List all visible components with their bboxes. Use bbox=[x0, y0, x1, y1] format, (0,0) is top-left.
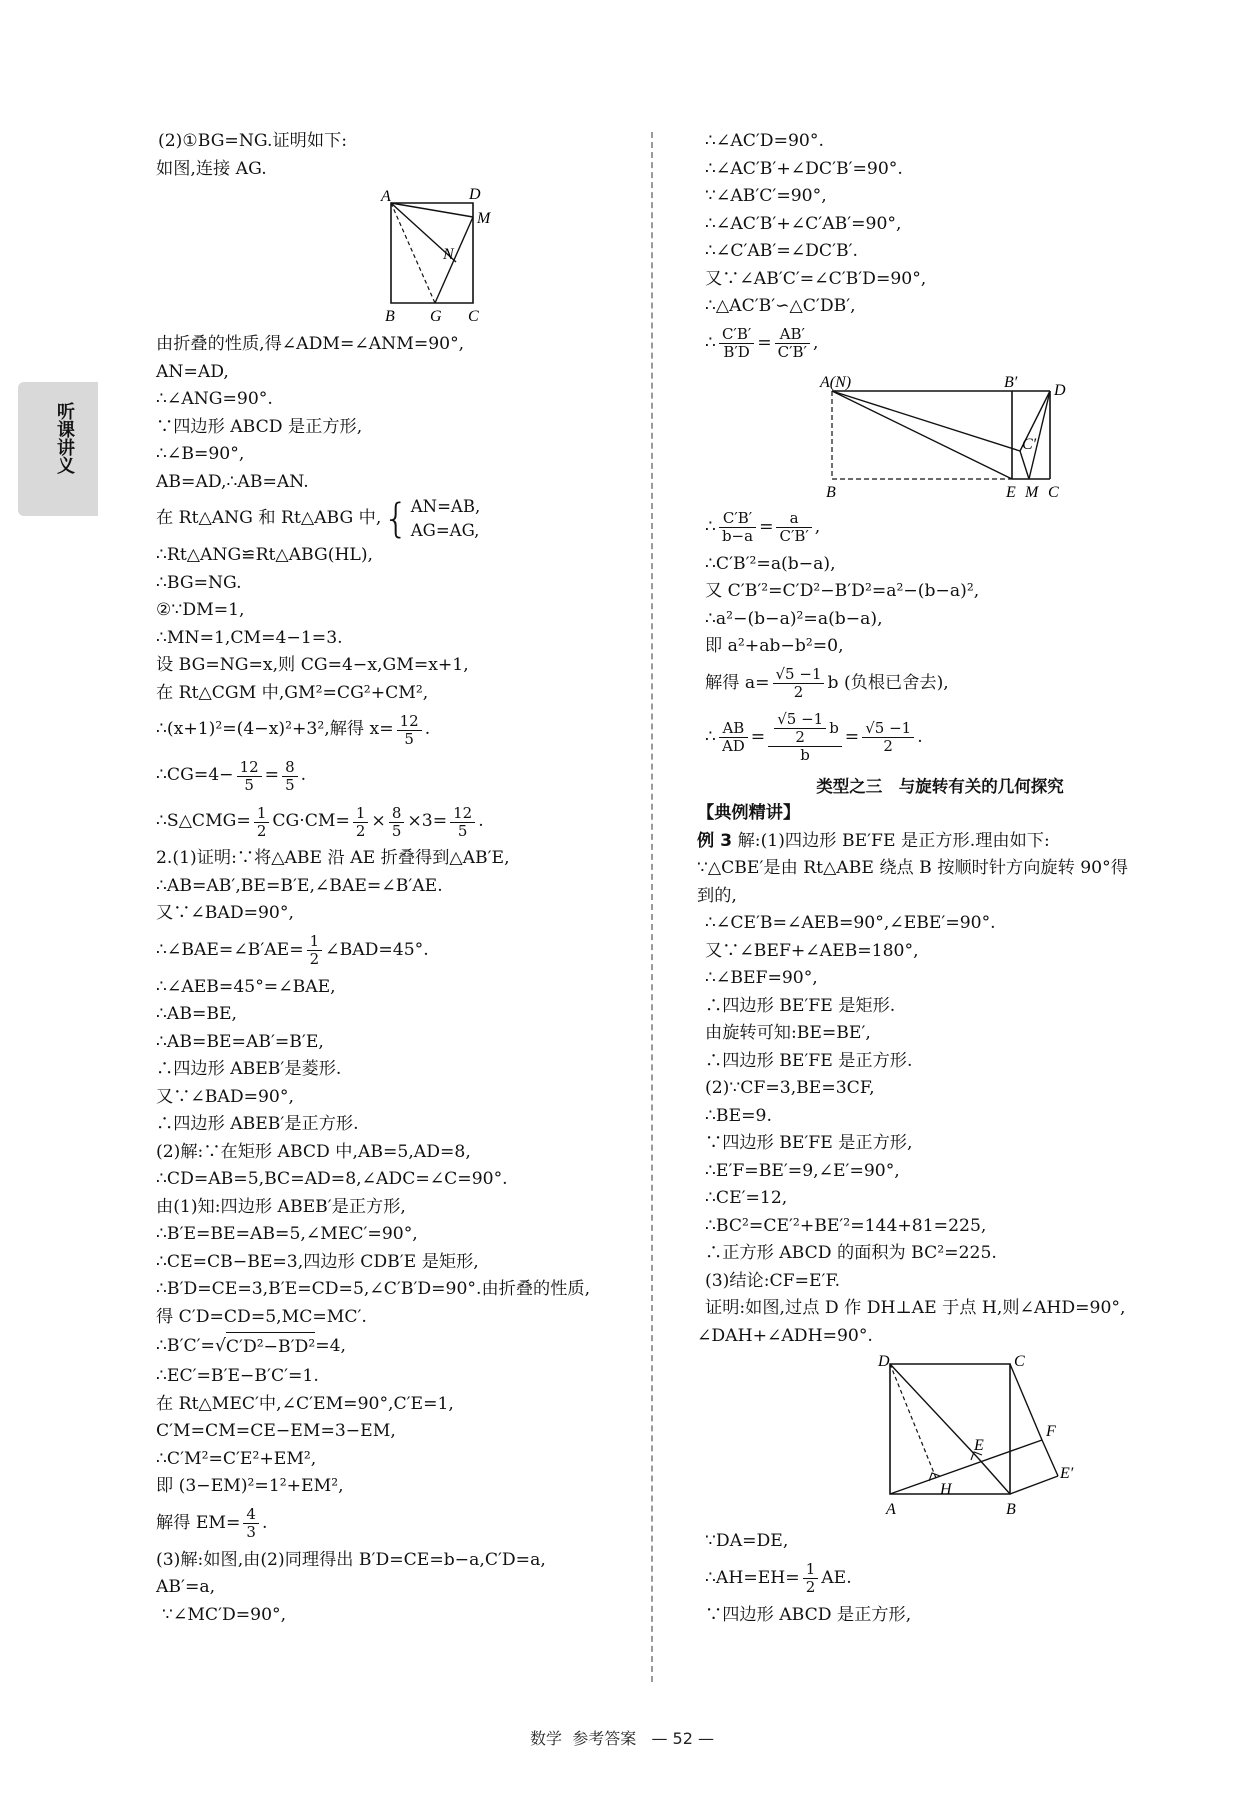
right-line: ∴a²−(b−a)²=a(b−a), bbox=[705, 608, 883, 629]
label-bp: B′ bbox=[1004, 373, 1018, 391]
right-text: . bbox=[917, 726, 923, 747]
fraction bbox=[254, 805, 270, 840]
numerator: 12 bbox=[450, 805, 475, 823]
right-line: ∴∠BEF=90°, bbox=[705, 968, 818, 988]
right-line: ∴四边形 BE′FE 是矩形. bbox=[705, 995, 896, 1016]
fraction bbox=[776, 510, 811, 545]
denominator: 3 bbox=[246, 1523, 256, 1541]
left-line: ∴EC′=B′E−B′C′=1. bbox=[156, 1366, 319, 1386]
left-line: ∴AB=AB′,BE=B′E,∠BAE=∠B′AE. bbox=[156, 875, 443, 896]
denominator: b−a bbox=[721, 527, 754, 545]
segment-fep bbox=[1042, 1440, 1058, 1476]
right-line: 又∵∠BEF+∠AEB=180°, bbox=[705, 940, 919, 961]
left-root-line bbox=[156, 1331, 626, 1363]
right-line: ∴BE=9. bbox=[705, 1105, 772, 1126]
fraction bbox=[719, 510, 756, 545]
left-text: × bbox=[371, 811, 386, 832]
denominator: 5 bbox=[404, 729, 414, 748]
right-line: (2)∵CF=3,BE=3CF, bbox=[705, 1078, 875, 1098]
right-line: 即 a²+ab−b²=0, bbox=[705, 636, 844, 656]
left-line: ∴Rt△ANG≌Rt△ABG(HL), bbox=[156, 545, 374, 565]
compound-fraction bbox=[768, 711, 842, 764]
numerator: C′B′ bbox=[719, 510, 756, 528]
example-tag: 【典例精讲】 bbox=[697, 803, 801, 823]
numerator: AB′ bbox=[775, 326, 810, 344]
left-text: ∠BAD=45°. bbox=[325, 939, 429, 960]
label-m: M bbox=[1025, 483, 1039, 501]
right-text: = bbox=[759, 516, 774, 537]
right-fraction-line bbox=[705, 505, 1175, 551]
denominator: C′B′ bbox=[777, 343, 807, 361]
rectangle-fold-figure bbox=[790, 371, 1090, 501]
brace: { bbox=[383, 496, 409, 542]
segment-dh bbox=[890, 1364, 936, 1478]
right-fraction-line bbox=[705, 1556, 1175, 1602]
label-n: N bbox=[443, 246, 454, 263]
label-d: D bbox=[878, 1354, 890, 1370]
fraction bbox=[862, 720, 914, 755]
left-line: AB=AD,∴AB=AN. bbox=[156, 471, 309, 492]
left-line: (2)解:∵在矩形 ABCD 中,AB=5,AD=8, bbox=[156, 1141, 471, 1162]
segment-ae bbox=[832, 391, 1012, 479]
left-line: 得 C′D=CD=5,MC=MC′. bbox=[156, 1306, 367, 1327]
left-line: ∴四边形 ABEB′是正方形. bbox=[156, 1114, 359, 1134]
label-e: E bbox=[1006, 483, 1016, 501]
label-a: A bbox=[381, 188, 391, 205]
right-line: ∴C′B′²=a(b−a), bbox=[705, 553, 836, 574]
fraction bbox=[773, 666, 825, 701]
left-line: ∴CD=AB=5,BC=AD=8,∠ADC=∠C=90°. bbox=[156, 1169, 508, 1189]
denominator: 2 bbox=[793, 683, 804, 701]
left-line: 2.(1)证明:∵将△ABE 沿 AE 折叠得到△AB′E, bbox=[156, 848, 510, 868]
footer-label: 参考答案 bbox=[572, 1729, 637, 1748]
left-line: ∴C′M²=C′E²+EM², bbox=[156, 1448, 317, 1469]
right-text: = bbox=[844, 726, 860, 747]
right-text: 解:(1)四边形 BE′FE 是正方形.理由如下: bbox=[737, 830, 1050, 851]
left-line: (2)①BG=NG.证明如下: bbox=[158, 131, 347, 151]
numerator: 12 bbox=[237, 759, 262, 777]
left-text: ∴S△CMG= bbox=[156, 811, 251, 832]
numerator: AB bbox=[719, 720, 748, 738]
fraction bbox=[719, 720, 748, 755]
left-line: 在 Rt△MEC′中,∠C′EM=90°,C′E=1, bbox=[156, 1393, 454, 1414]
right-line: ∴∠AC′D=90°. bbox=[705, 131, 824, 151]
denominator: 2 bbox=[883, 737, 893, 755]
right-text: = bbox=[757, 332, 772, 353]
page-number: — 52 — bbox=[651, 1729, 714, 1748]
fraction bbox=[282, 759, 298, 794]
equation-system bbox=[411, 495, 480, 543]
left-text: =4, bbox=[315, 1336, 347, 1357]
right-line: ∴四边形 BE′FE 是正方形. bbox=[705, 1050, 913, 1071]
right-line: ∵四边形 ABCD 是正方形, bbox=[705, 1604, 912, 1625]
page-footer bbox=[530, 1726, 714, 1749]
left-text: . bbox=[424, 719, 431, 740]
left-line: 设 BG=NG=x,则 CG=4−x,GM=x+1, bbox=[156, 655, 469, 675]
numerator: 4 bbox=[243, 1506, 259, 1524]
right-text: 解得 a= bbox=[705, 672, 770, 693]
right-line: ∵△CBE′是由 Rt△ABE 绕点 B 按顺时针方向旋转 90°得 bbox=[697, 858, 1128, 878]
right-text: ∴ bbox=[705, 726, 716, 747]
left-fraction-line bbox=[156, 928, 626, 974]
right-line: 又 C′B′²=C′D²−B′D²=a²−(b−a)², bbox=[705, 581, 980, 601]
fraction bbox=[389, 805, 405, 840]
left-line: AB′=a, bbox=[156, 1577, 216, 1597]
right-text: b bbox=[829, 719, 839, 737]
denominator: b bbox=[800, 746, 810, 764]
right-line: ∴正方形 ABCD 的面积为 BC²=225. bbox=[705, 1243, 997, 1263]
left-line: 又∵∠BAD=90°, bbox=[156, 903, 294, 923]
denominator: 2 bbox=[256, 821, 267, 840]
left-text: ∴∠BAE=∠B′AE= bbox=[156, 939, 304, 960]
label-c: C bbox=[1014, 1354, 1025, 1370]
radical-sign: √ bbox=[214, 1336, 226, 1357]
numerator: a bbox=[776, 510, 811, 528]
numerator: √5 −1 bbox=[862, 720, 914, 738]
label-d: D bbox=[1054, 381, 1066, 399]
fraction bbox=[243, 1506, 259, 1541]
segment-dm bbox=[1029, 391, 1050, 479]
fraction bbox=[719, 326, 754, 361]
right-fraction-line bbox=[705, 707, 1175, 769]
numerator: 8 bbox=[389, 805, 405, 823]
numerator: 1 bbox=[254, 805, 270, 823]
fraction bbox=[397, 713, 422, 748]
denominator: 5 bbox=[285, 775, 295, 794]
segment-bep bbox=[1010, 1476, 1058, 1494]
left-fraction-line bbox=[156, 753, 626, 799]
numerator: 1 bbox=[803, 1561, 819, 1579]
left-line: ∴∠B=90°, bbox=[156, 444, 245, 464]
right-line: ∴∠AC′B′+∠C′AB′=90°, bbox=[705, 213, 902, 234]
denominator: 5 bbox=[244, 775, 254, 794]
system-row: AN=AB, bbox=[410, 497, 481, 516]
left-fraction-line bbox=[156, 707, 626, 753]
left-text: = bbox=[264, 765, 280, 786]
left-line: ∵四边形 ABCD 是正方形, bbox=[156, 416, 363, 437]
right-text: = bbox=[750, 726, 766, 747]
left-line: ∵∠MC′D=90°, bbox=[162, 1604, 287, 1625]
square-fold-figure bbox=[251, 187, 531, 327]
footer-subject: 数学 bbox=[530, 1729, 563, 1748]
left-line: 如图,连接 AG. bbox=[156, 158, 267, 179]
fraction bbox=[774, 711, 826, 746]
right-text: ∴ bbox=[705, 332, 716, 353]
right-line: ∵DA=DE, bbox=[705, 1531, 789, 1551]
left-line: 在 Rt△CGM 中,GM²=CG²+CM², bbox=[156, 682, 429, 703]
numerator: 8 bbox=[282, 759, 298, 777]
right-line: (3)结论:CF=E′F. bbox=[705, 1270, 841, 1291]
label-b: B bbox=[1006, 1501, 1016, 1518]
column-divider bbox=[651, 132, 653, 1682]
right-text: ∴AH=EH= bbox=[705, 1567, 800, 1588]
label-a: A bbox=[886, 1501, 896, 1518]
right-fraction-line bbox=[705, 661, 1175, 707]
label-an: A(N) bbox=[820, 373, 852, 391]
right-text: , bbox=[814, 516, 821, 537]
numerator: C′B′ bbox=[719, 326, 754, 344]
label-c: C bbox=[1048, 483, 1059, 501]
side-tab bbox=[18, 382, 98, 516]
numerator: 12 bbox=[397, 713, 422, 731]
numerator: 1 bbox=[307, 933, 323, 951]
right-text: ∴ bbox=[705, 516, 716, 537]
denominator: AD bbox=[721, 737, 745, 755]
label-c: C bbox=[468, 308, 479, 325]
fraction bbox=[775, 326, 810, 361]
right-line: 由旋转可知:BE=BE′, bbox=[705, 1023, 871, 1043]
right-line: 又∵∠AB′C′=∠C′B′D=90°, bbox=[705, 268, 927, 289]
left-text: CG·CM= bbox=[272, 811, 350, 832]
segment-cf bbox=[1010, 1364, 1042, 1440]
right-line: 证明:如图,过点 D 作 DH⊥AE 于点 H,则∠AHD=90°, bbox=[705, 1298, 1126, 1318]
denominator: B′D bbox=[723, 343, 750, 361]
left-line: ∴四边形 ABEB′是菱形. bbox=[156, 1059, 342, 1079]
denominator: 5 bbox=[457, 821, 468, 840]
fraction bbox=[803, 1561, 819, 1596]
label-ep: E′ bbox=[1060, 1465, 1074, 1482]
left-text: ∴B′C′= bbox=[156, 1336, 215, 1357]
right-text: b (负根已舍去), bbox=[827, 672, 949, 693]
left-line: 由(1)知:四边形 ABEB′是正方形, bbox=[156, 1196, 406, 1217]
left-line: ∴BG=NG. bbox=[156, 572, 242, 593]
right-line: 到的, bbox=[697, 885, 737, 906]
left-text: ∴(x+1)²=(4−x)²+3²,解得 x= bbox=[156, 719, 394, 740]
left-line: C′M=CM=CE−EM=3−EM, bbox=[156, 1421, 396, 1441]
left-line: ∴B′D=CE=3,B′E=CD=5,∠C′B′D=90°.由折叠的性质, bbox=[156, 1279, 591, 1299]
numerator: √5 −1 bbox=[774, 711, 826, 729]
left-line: ②∵DM=1, bbox=[156, 600, 245, 620]
denominator: 5 bbox=[391, 821, 402, 840]
numerator bbox=[768, 711, 842, 747]
left-text: . bbox=[261, 1512, 268, 1533]
label-d: D bbox=[469, 187, 481, 203]
example-line bbox=[697, 828, 1175, 856]
left-line: 即 (3−EM)²=1²+EM², bbox=[156, 1476, 344, 1496]
segment-cpm bbox=[1020, 451, 1029, 479]
rotation-square-figure bbox=[790, 1354, 1090, 1524]
fraction bbox=[307, 933, 323, 968]
numerator: √5 −1 bbox=[773, 666, 825, 684]
right-fraction-line bbox=[705, 321, 1175, 367]
left-column bbox=[156, 128, 626, 1629]
denominator: 2 bbox=[309, 950, 320, 968]
left-fraction-line bbox=[156, 1501, 626, 1547]
left-text: ∴CG=4− bbox=[156, 765, 234, 786]
segment-af bbox=[890, 1440, 1042, 1494]
label-e: E bbox=[974, 1437, 984, 1454]
denominator: C′B′ bbox=[779, 527, 809, 545]
right-line: ∴∠C′AB′=∠DC′B′. bbox=[705, 241, 858, 261]
left-line: ∴B′E=BE=AB=5,∠MEC′=90°, bbox=[156, 1224, 418, 1244]
right-line: ∴BC²=CE′²+BE′²=144+81=225, bbox=[705, 1215, 987, 1236]
left-line: ∴∠AEB=45°=∠BAE, bbox=[156, 976, 336, 997]
square-abcd bbox=[391, 203, 473, 303]
left-line: ∴AB=BE=AB′=B′E, bbox=[156, 1031, 324, 1052]
left-line: ∴∠ANG=90°. bbox=[156, 389, 273, 409]
left-text: . bbox=[300, 765, 307, 786]
segment-ag bbox=[391, 203, 435, 303]
label-cp: C′ bbox=[1022, 435, 1037, 453]
left-text: 在 Rt△ANG 和 Rt△ABG 中, bbox=[156, 508, 382, 529]
left-line: AN=AD, bbox=[156, 361, 229, 382]
label-b: B bbox=[826, 483, 836, 501]
right-text: , bbox=[812, 332, 819, 353]
left-line: ∴MN=1,CM=4−1=3. bbox=[156, 627, 343, 648]
section-heading: 类型之三 与旋转有关的几何探究 bbox=[816, 776, 1064, 796]
side-tab-label: 听课讲义 bbox=[54, 402, 75, 474]
fraction bbox=[450, 805, 475, 840]
left-line: 由折叠的性质,得∠ADM=∠ANM=90°, bbox=[156, 334, 465, 354]
right-column bbox=[697, 128, 1175, 1629]
denominator: 2 bbox=[355, 821, 366, 840]
right-line: ∴△AC′B′∽△C′DB′, bbox=[705, 296, 856, 316]
fraction bbox=[353, 805, 369, 840]
segment-mg bbox=[435, 217, 473, 303]
left-system-line bbox=[156, 496, 626, 542]
right-line: ∠DAH+∠ADH=90°. bbox=[697, 1325, 873, 1346]
denominator: 2 bbox=[795, 728, 805, 746]
left-line: (3)解:如图,由(2)同理得出 B′D=CE=b−a,C′D=a, bbox=[156, 1549, 546, 1570]
denominator: 2 bbox=[805, 1578, 816, 1596]
right-line: ∴∠CE′B=∠AEB=90°,∠EBE′=90°. bbox=[705, 913, 996, 933]
segment-de bbox=[890, 1364, 978, 1458]
radicand: C′D²−B′D² bbox=[226, 1332, 315, 1362]
left-line: 又∵∠BAD=90°, bbox=[156, 1086, 294, 1107]
right-text: AE. bbox=[821, 1567, 852, 1588]
left-text: 解得 EM= bbox=[156, 1512, 241, 1533]
right-line: ∵∠AB′C′=90°, bbox=[705, 186, 827, 206]
label-g: G bbox=[430, 308, 442, 325]
system-row: AG=AG, bbox=[410, 521, 480, 540]
fraction bbox=[237, 759, 262, 794]
numerator: 1 bbox=[353, 805, 369, 823]
segment-acp bbox=[832, 391, 1020, 451]
segment-eb bbox=[978, 1458, 1010, 1494]
label-f: F bbox=[1046, 1423, 1056, 1440]
right-line: ∴∠AC′B′+∠DC′B′=90°. bbox=[705, 158, 903, 179]
label-m: M bbox=[477, 210, 491, 227]
example-label: 例 3 bbox=[697, 830, 733, 851]
left-fraction-line bbox=[156, 799, 626, 845]
right-line: ∴CE′=12, bbox=[705, 1188, 788, 1208]
left-line: ∴AB=BE, bbox=[156, 1004, 238, 1024]
left-text: . bbox=[478, 811, 484, 832]
left-line: ∴CE=CB−BE=3,四边形 CDB′E 是矩形, bbox=[156, 1251, 479, 1272]
label-h: H bbox=[940, 1481, 952, 1498]
label-b: B bbox=[385, 308, 395, 325]
right-line: ∴E′F=BE′=9,∠E′=90°, bbox=[705, 1160, 900, 1181]
right-line: ∵四边形 BE′FE 是正方形, bbox=[705, 1133, 913, 1153]
left-text: ×3= bbox=[407, 811, 448, 832]
